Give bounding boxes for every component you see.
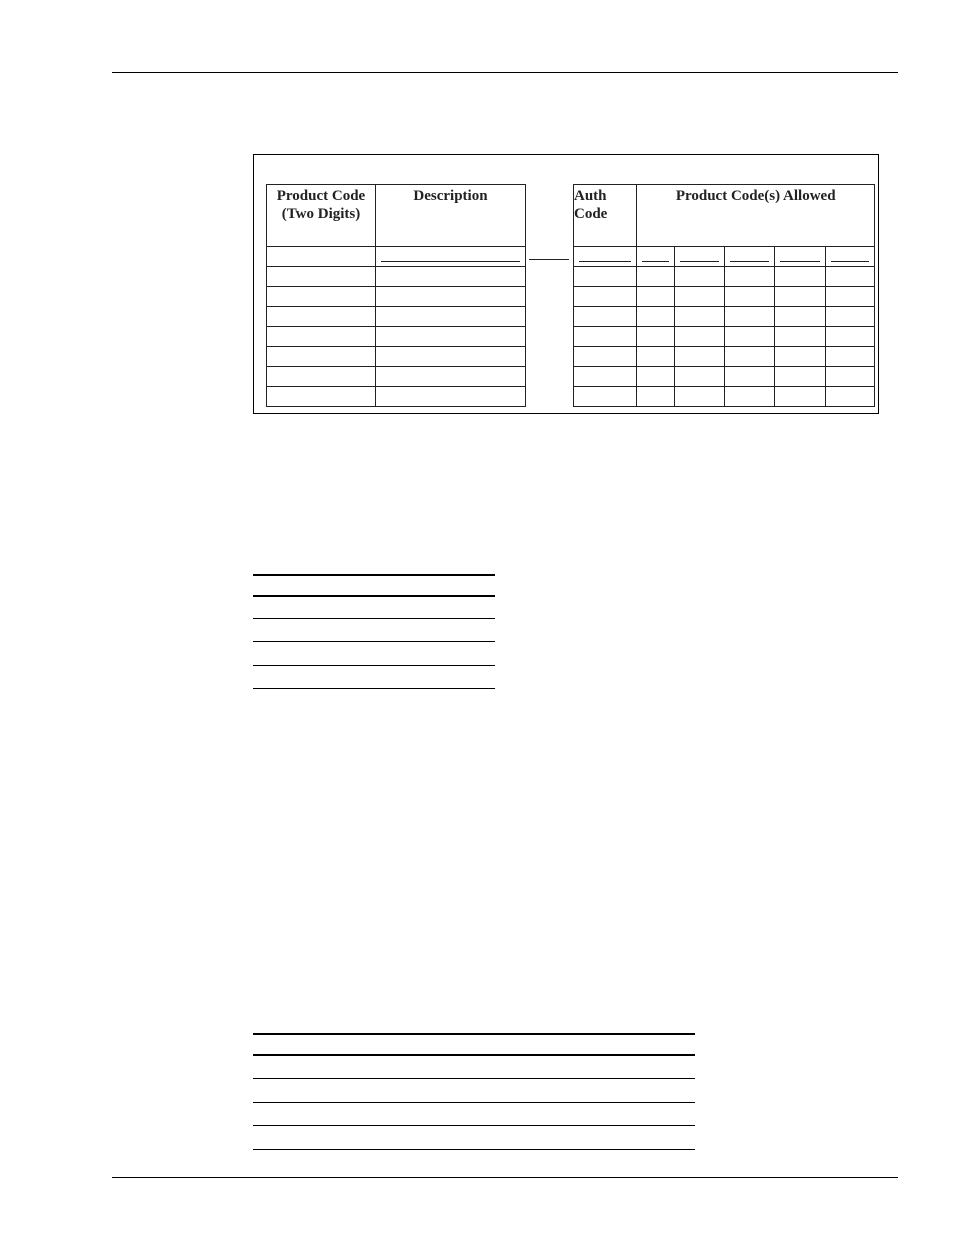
blank-cell — [775, 247, 825, 267]
blank-cell — [376, 247, 526, 267]
blank-cell — [674, 247, 724, 267]
blank-cell — [376, 287, 526, 307]
empty-table-1 — [253, 574, 495, 694]
fill-in-line — [831, 261, 869, 262]
auth-code-header: Auth Code — [574, 185, 637, 247]
blank-cell — [775, 367, 825, 387]
blank-cell — [775, 267, 825, 287]
table-row-rule — [253, 665, 495, 666]
header-rule — [112, 72, 898, 73]
blank-cell — [724, 267, 774, 287]
table-row — [574, 367, 875, 387]
table-header-rule — [253, 1054, 695, 1056]
blank-cell — [267, 347, 376, 367]
blank-cell — [637, 367, 674, 387]
blank-cell — [724, 387, 774, 407]
blank-cell — [775, 327, 825, 347]
blank-cell — [267, 387, 376, 407]
fill-in-line — [381, 261, 520, 262]
blank-cell — [724, 327, 774, 347]
blank-cell — [825, 387, 874, 407]
blank-cell — [376, 327, 526, 347]
blank-cell — [674, 307, 724, 327]
blank-cell — [674, 387, 724, 407]
blank-cell — [674, 327, 724, 347]
blank-cell — [637, 307, 674, 327]
fill-in-line — [780, 261, 819, 262]
table-row-rule — [253, 688, 495, 689]
footer-rule — [112, 1177, 898, 1178]
blank-cell — [674, 287, 724, 307]
blank-cell — [674, 267, 724, 287]
table-row — [267, 247, 526, 267]
table-row — [574, 347, 875, 367]
blank-cell — [376, 267, 526, 287]
table-row — [574, 327, 875, 347]
blank-cell — [724, 367, 774, 387]
table-row — [574, 287, 875, 307]
fill-in-line — [579, 261, 631, 262]
table-top-rule — [253, 574, 495, 576]
blank-cell — [574, 387, 637, 407]
fill-in-line — [680, 261, 719, 262]
blank-cell — [775, 387, 825, 407]
blank-cell — [674, 367, 724, 387]
blank-cell — [637, 347, 674, 367]
table-row-rule — [253, 1078, 695, 1079]
blank-cell — [825, 307, 874, 327]
fill-in-line — [730, 261, 769, 262]
blank-cell — [637, 387, 674, 407]
blank-cell — [637, 287, 674, 307]
blank-cell — [825, 287, 874, 307]
table-row — [574, 387, 875, 407]
blank-cell — [724, 247, 774, 267]
blank-cell — [574, 367, 637, 387]
blank-cell — [376, 367, 526, 387]
description-header: Description — [376, 185, 526, 247]
blank-cell — [637, 267, 674, 287]
blank-cell — [825, 267, 874, 287]
blank-cell — [637, 247, 674, 267]
blank-cell — [267, 307, 376, 327]
blank-cell — [574, 307, 637, 327]
blank-cell — [574, 327, 637, 347]
blank-cell — [724, 287, 774, 307]
table-row — [574, 307, 875, 327]
blank-cell — [376, 307, 526, 327]
blank-cell — [574, 247, 637, 267]
table-row — [267, 287, 526, 307]
blank-cell — [267, 367, 376, 387]
blank-cell — [825, 347, 874, 367]
blank-cell — [574, 347, 637, 367]
blank-cell — [574, 267, 637, 287]
table-row — [267, 327, 526, 347]
table-top-rule — [253, 1033, 695, 1035]
table-row — [267, 347, 526, 367]
table-row — [267, 387, 526, 407]
table-row — [267, 307, 526, 327]
product-code-header: Product Code (Two Digits) — [267, 185, 376, 247]
table-row-rule — [253, 641, 495, 642]
table-row — [267, 267, 526, 287]
table-row-rule — [253, 1125, 695, 1126]
blank-cell — [825, 247, 874, 267]
blank-cell — [825, 367, 874, 387]
table-row-rule — [253, 1149, 695, 1150]
fill-in-line — [642, 261, 668, 262]
table-row — [574, 267, 875, 287]
blank-cell — [376, 347, 526, 367]
blank-cell — [775, 347, 825, 367]
blank-cell — [724, 347, 774, 367]
empty-table-2 — [253, 1033, 695, 1153]
product-codes-allowed-header: Product Code(s) Allowed — [637, 185, 875, 247]
product-code-form-figure — [253, 154, 879, 414]
table-header-rule — [253, 595, 495, 597]
blank-cell — [267, 327, 376, 347]
blank-cell — [637, 327, 674, 347]
connector-line — [529, 259, 569, 260]
blank-cell — [724, 307, 774, 327]
blank-cell — [775, 307, 825, 327]
blank-cell — [376, 387, 526, 407]
blank-cell — [574, 287, 637, 307]
blank-cell — [825, 327, 874, 347]
blank-cell — [775, 287, 825, 307]
blank-cell — [267, 247, 376, 267]
blank-cell — [267, 267, 376, 287]
table-row-rule — [253, 618, 495, 619]
auth-code-table — [573, 184, 875, 407]
table-row — [267, 367, 526, 387]
product-code-table — [266, 184, 526, 407]
blank-cell — [267, 287, 376, 307]
table-row-rule — [253, 1102, 695, 1103]
table-row — [574, 247, 875, 267]
blank-cell — [674, 347, 724, 367]
